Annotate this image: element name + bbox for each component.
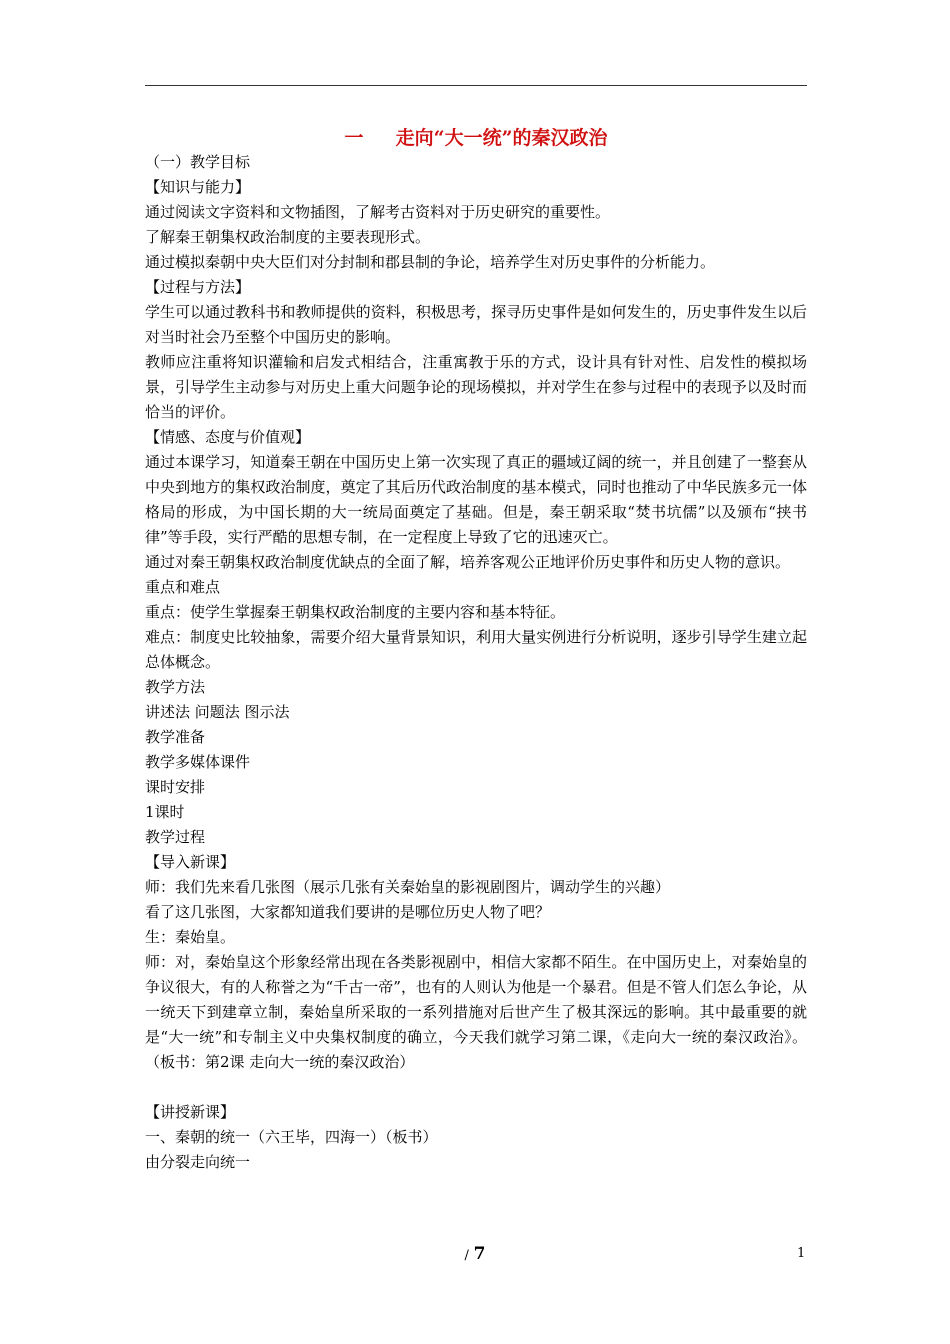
header-rule (145, 85, 807, 86)
paragraph: 通过模拟秦朝中央大臣们对分封制和郡县制的争论，培养学生对历史事件的分析能力。 (145, 253, 716, 271)
subsection-heading: 【情感、态度与价值观】 (145, 428, 311, 446)
page-separator: / (464, 1248, 469, 1263)
page-count (0, 1243, 950, 1267)
dialogue-line: 看了这几张图，大家都知道我们要讲的是哪位历史人物了吧？ (145, 903, 551, 921)
total-pages: 7 (473, 1244, 486, 1264)
subsection-heading: 【知识与能力】 (145, 178, 251, 196)
paragraph: 难点：制度史比较抽象，需要介绍大量背景知识，利用大量实例进行分析说明，逐步引导学生建立起总体概念。 (145, 628, 807, 671)
section-heading: 课时安排 (145, 778, 206, 796)
section-heading: 教学准备 (145, 728, 206, 746)
paragraph: 通过对秦王朝集权政治制度优缺点的全面了解，培养客观公正地评价历史事件和历史人物的意识。 (145, 553, 791, 571)
subsection-heading: 【讲授新课】 (145, 1103, 236, 1121)
section-heading: 教学方法 (145, 678, 206, 696)
paragraph: 由分裂走向统一 (145, 1153, 251, 1171)
paragraph: 1课时 (145, 803, 185, 821)
document-title: 一 走向“大一统”的秦汉政治 (344, 127, 608, 149)
paragraph: 讲述法 问题法 图示法 (145, 703, 290, 721)
section-heading: 教学过程 (145, 828, 206, 846)
dialogue-line: 师：对，秦始皇这个形象经常出现在各类影视剧中，相信大家都不陌生。在中国历史上，对秦始皇的争议很大，有的人称誉之为“千古一帝”，也有的人则认为他是一个暴君。但是不管人们怎么争论，从一统天下到建章立制，秦始皇所采取的一系列措施对后世产生了极其深远的影响。其中最重要的就是“大一统”和专制主义中央集权制度的确立，今天我们就学习第二课，《走向大一统的秦汉政治》。（板书：第2课 走向大一统的秦汉政治） (145, 953, 807, 1071)
paragraph: 教师应注重将知识灌输和启发式相结合，注重寓教于乐的方式，设计具有针对性、启发性的模拟场景，引导学生主动参与对历史上重大问题争论的现场模拟，并对学生在参与过程中的表现予以及时而恰当的评价。 (145, 353, 807, 421)
paragraph: 了解秦王朝集权政治制度的主要表现形式。 (145, 228, 431, 246)
paragraph: 学生可以通过教科书和教师提供的资料，积极思考，探寻历史事件是如何发生的，历史事件发生以后对当时社会乃至整个中国历史的影响。 (145, 303, 807, 346)
paragraph: 通过阅读文字资料和文物插图，了解考古资料对于历史研究的重要性。 (145, 203, 611, 221)
dialogue-line: 师：我们先来看几张图（展示几张有关秦始皇的影视剧图片，调动学生的兴趣） (145, 878, 671, 896)
document-body (145, 150, 807, 1175)
paragraph: 通过本课学习，知道秦王朝在中国历史上第一次实现了真正的疆域辽阔的统一，并且创建了一整套从中央到地方的集权政治制度，奠定了其后历代政治制度的基本模式，同时也推动了中华民族多元一体格局的形成，为中国长期的大一统局面奠定了基础。但是，秦王朝采取“焚书坑儒”以及颁布“挟书律”等手段，实行严酷的思想专制，在一定程度上导致了它的迅速灭亡。 (145, 453, 807, 546)
dialogue-line: 生：秦始皇。 (145, 928, 236, 946)
section-heading: 重点和难点 (145, 578, 221, 596)
paragraph: 重点：使学生掌握秦王朝集权政治制度的主要内容和基本特征。 (145, 603, 566, 621)
page-number: 1 (797, 1246, 806, 1261)
subsection-heading: 【过程与方法】 (145, 278, 251, 296)
paragraph: 一、秦朝的统一（六王毕，四海一）（板书） (145, 1128, 438, 1146)
blank-line (145, 1075, 807, 1100)
subsection-heading: 【导入新课】 (145, 853, 236, 871)
paragraph: 教学多媒体课件 (145, 753, 251, 771)
section-heading: （一）教学目标 (145, 153, 251, 171)
